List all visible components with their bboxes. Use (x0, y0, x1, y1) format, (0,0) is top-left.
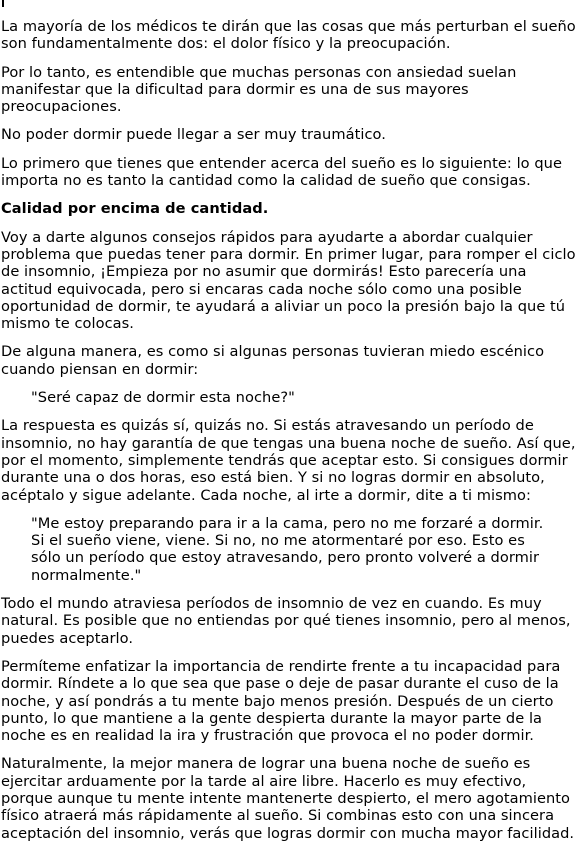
paragraph-stage-fright: De alguna manera, es como si algunas personas tuvieran miedo escénico cuando piensan en dormir: (1, 343, 545, 378)
paragraph-traumatic: No poder dormir puede llegar a ser muy traumático. (1, 126, 386, 144)
quote-self-talk: "Me estoy preparando para ir a la cama, pero no me forzaré a dormir. Si el sueño viene, viene. Si no, no me atormentaré por eso. Esto es sólo un período que estoy atravesando, pero pronto volveré a dormir normalmente." (31, 514, 544, 584)
page-edge-mark (2, 0, 4, 7)
section-heading: Calidad por encima de cantidad. (1, 200, 269, 218)
paragraph-exercise: Naturalmente, la mejor manera de lograr una buena noche de sueño es ejercitar arduamente por la tarde al aire libre. Hacerlo es muy efectivo, porque aunque tu mente intente mantenerte despierto, el mero agotamiento físico atraerá más rápidamente al sueño. Si combinas esto con una sincera aceptación del insomnio, verás que logras dormir con mucha mayor facilidad. (1, 755, 575, 842)
paragraph-answer: La respuesta es quizás sí, quizás no. Si estás atravesando un período de insomnio, no hay garantía de que tengas una buena noche de sueño. Así que, por el momento, simplemente tendrás que aceptar esto. Si consigues dormir durante una o dos horas, eso está bien. Y si no logras dormir en absoluto, acéptalo y sigue adelante. Cada noche, al irte a dormir, dite a ti mismo: (1, 417, 576, 504)
paragraph-surrender: Permíteme enfatizar la importancia de rendirte frente a tu incapacidad para dormir. Ríndete a lo que sea que pase o deje de pasar durante el cuso de la noche, y así pondrás a tu mente bajo menos presión. Después de un cierto punto, lo que mantiene a la gente despierta durante la mayor parte de la noche es en realidad la ira y frustración que provoca el no poder dormir. (1, 657, 561, 745)
paragraph-doctors: La mayoría de los médicos te dirán que las cosas que más perturban el sueño son fundamentalmente dos: el dolor físico y la preocupación. (1, 18, 576, 53)
paragraph-everyone: Todo el mundo atraviesa períodos de insomnio de vez en cuando. Es muy natural. Es posible que no entiendas por qué tienes insomnio, pero al menos, puedes aceptarlo. (1, 595, 571, 647)
quote-question: "Seré capaz de dormir esta noche?" (31, 389, 295, 407)
article-body (1, 18, 577, 853)
paragraph-anxiety: Por lo tanto, es entendible que muchas personas con ansiedad suelan manifestar que la dificultad para dormir es una de sus mayores preocupaciones. (1, 63, 517, 116)
paragraph-quality-intro: Lo primero que tienes que entender acerca del sueño es lo siguiente: lo que importa no es tanto la cantidad como la calidad de sueño que consigas. (1, 154, 562, 190)
paragraph-tips: Voy a darte algunos consejos rápidos para ayudarte a abordar cualquier problema que puedas tener para dormir. En primer lugar, para romper el ciclo de insomnio, ¡Empieza por no asumir que dormirás! Esto parecería una actitud equivocada, pero si encaras cada noche sólo como una posible oportunidad de dormir, te ayudará a aliviar un poco la presión bajo la que tú mismo te colocas. (1, 228, 576, 333)
